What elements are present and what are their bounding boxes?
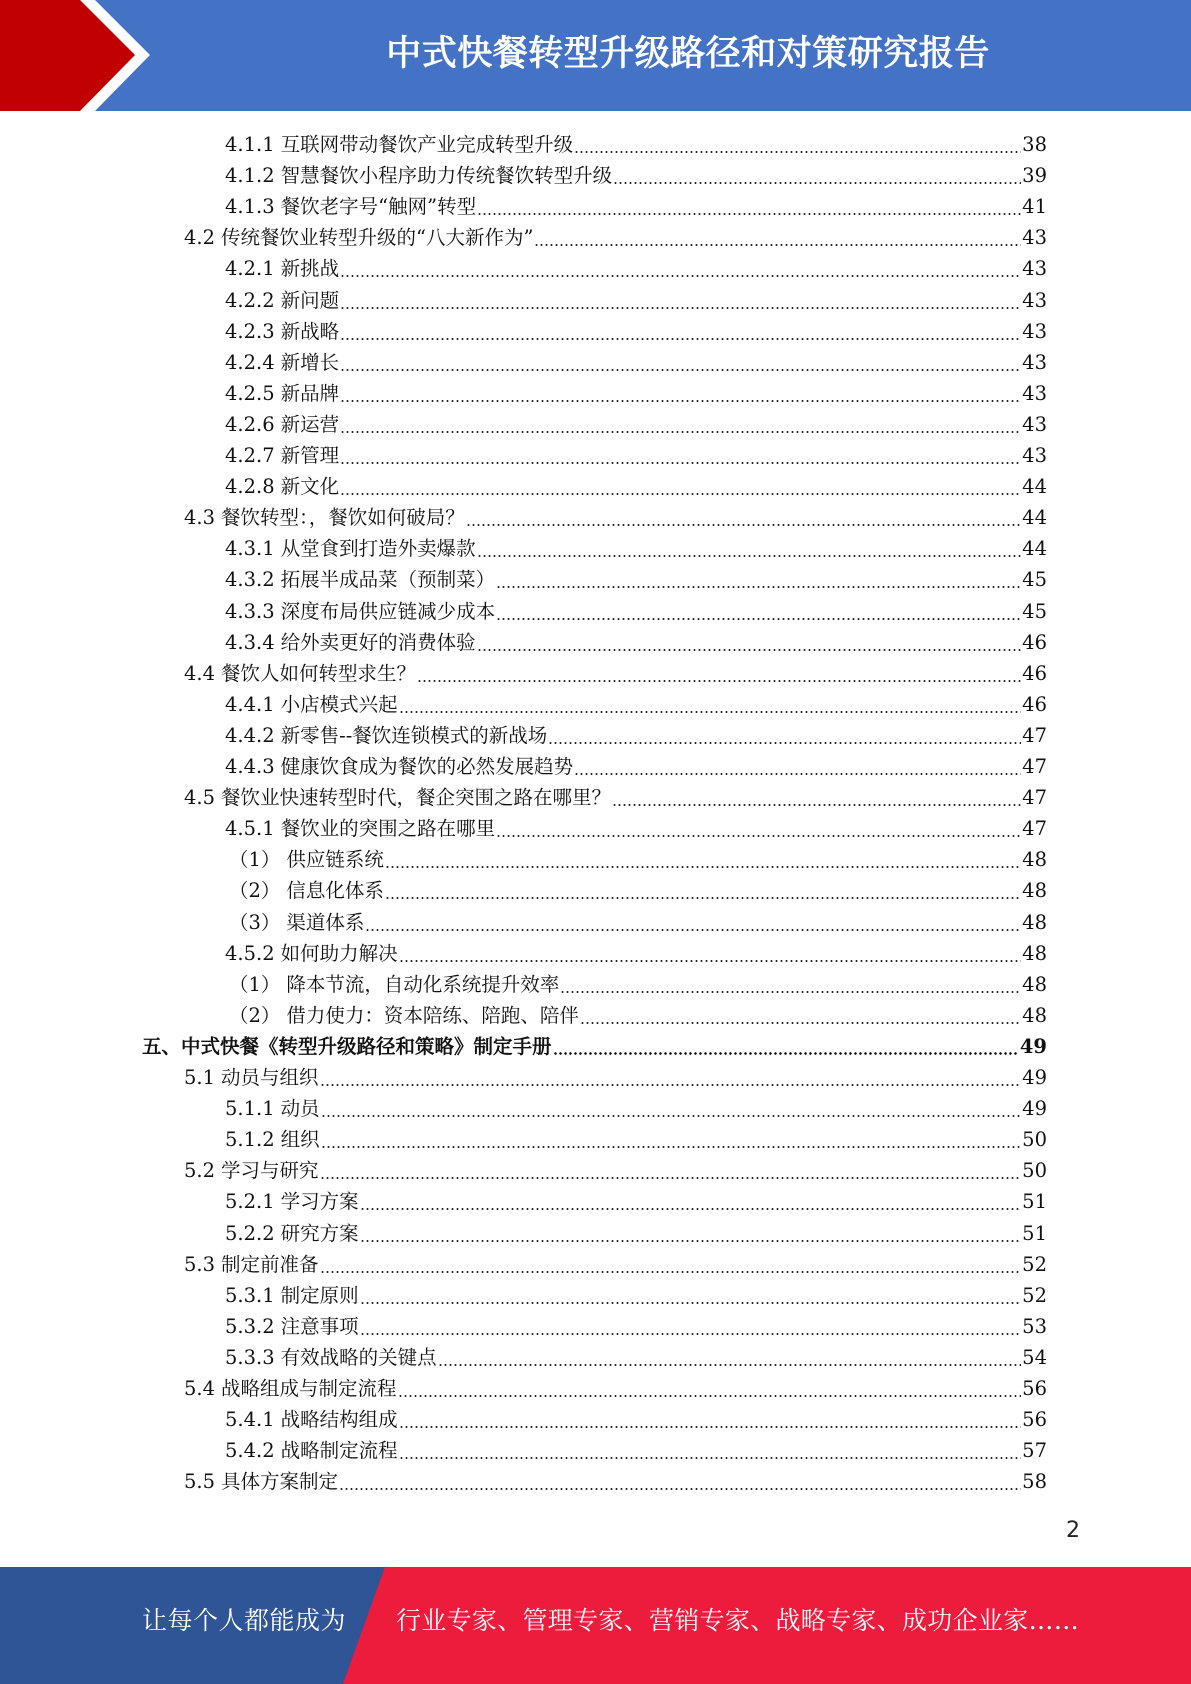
toc-entry[interactable] xyxy=(225,314,1047,345)
toc-dot-leader xyxy=(399,1426,1022,1428)
toc-entry-number: 5.3 xyxy=(184,1252,216,1276)
toc-entry-title: 研究方案 xyxy=(280,1221,359,1245)
toc-entry-number: 4.2 xyxy=(184,226,216,250)
toc-dot-leader xyxy=(321,1146,1022,1148)
toc-entry-number: 4.4.3 xyxy=(225,755,275,778)
toc-dot-leader xyxy=(340,369,1021,371)
toc-entry-title: 中式快餐《转型升级路径和策略》制定手册 xyxy=(181,1034,552,1058)
toc-entry-page: 46 xyxy=(1022,630,1047,654)
toc-entry-page: 54 xyxy=(1022,1345,1047,1369)
toc-entry[interactable] xyxy=(225,1433,1047,1464)
toc-entry[interactable] xyxy=(184,780,1047,811)
toc-entry[interactable] xyxy=(225,718,1047,749)
toc-entry[interactable] xyxy=(184,656,1047,687)
toc-entry[interactable] xyxy=(225,438,1047,469)
toc-entry-title: 智慧餐饮小程序助力传统餐饮转型升级 xyxy=(280,164,613,188)
toc-dot-leader xyxy=(466,524,1021,526)
toc-entry-number: 5.2.2 xyxy=(225,1221,275,1245)
toc-dot-leader xyxy=(365,929,1021,931)
toc-entry-title: 互联网带动餐饮产业完成转型升级 xyxy=(280,133,574,156)
toc-entry[interactable] xyxy=(142,1029,1047,1060)
toc-entry-number: 5.1.1 xyxy=(225,1097,275,1121)
toc-entry-number: 5.1 xyxy=(184,1066,216,1089)
footer-slogan-left: 让每个人都能成为 xyxy=(142,1606,347,1635)
toc-entry-title: 深度布局供应链减少成本 xyxy=(280,599,496,623)
toc-entry-title: 给外卖更好的消费体验 xyxy=(280,630,476,654)
toc-entry-number: 5.3.1 xyxy=(225,1283,275,1307)
toc-entry-number: 5.5 xyxy=(184,1470,216,1494)
toc-entry-title: 借力使力：资本陪练、陪跑、陪伴 xyxy=(286,1003,579,1027)
toc-entry-title: 小店模式兴起 xyxy=(280,692,398,716)
toc-entry-number: 5.2 xyxy=(184,1159,216,1183)
toc-entry-number: 5.4.2 xyxy=(225,1439,275,1463)
toc-entry-page: 56 xyxy=(1022,1377,1047,1400)
toc-dot-leader xyxy=(320,1271,1022,1273)
toc-entry-page: 47 xyxy=(1022,817,1047,841)
toc-entry-page: 44 xyxy=(1022,475,1047,499)
toc-entry[interactable] xyxy=(225,594,1047,625)
toc-entry-page: 52 xyxy=(1022,1252,1047,1276)
toc-dot-leader xyxy=(574,773,1021,775)
toc-dot-leader xyxy=(399,960,1022,962)
toc-entry-number: 4.3 xyxy=(184,506,216,530)
toc-entry[interactable] xyxy=(225,562,1047,593)
toc-dot-leader xyxy=(534,244,1021,246)
toc-dot-leader xyxy=(477,649,1022,651)
toc-entry[interactable] xyxy=(229,842,1047,873)
toc-entry-page: 48 xyxy=(1022,1003,1047,1027)
toc-entry-page: 47 xyxy=(1022,723,1047,747)
toc-entry[interactable] xyxy=(225,1402,1047,1433)
toc-entry-title: 新品牌 xyxy=(280,381,340,405)
toc-entry-number: 5.2.1 xyxy=(225,1190,275,1214)
toc-entry-page: 50 xyxy=(1022,1159,1047,1183)
toc-entry-number: 5.1.2 xyxy=(225,1128,275,1152)
toc-dot-leader xyxy=(496,835,1021,837)
toc-entry-number: 4.2.7 xyxy=(225,444,275,467)
page-number: 2 xyxy=(1066,1518,1080,1543)
toc-entry[interactable] xyxy=(225,469,1047,500)
footer-slogan-right: 行业专家、管理专家、营销专家、战略专家、成功企业家…… xyxy=(396,1606,1080,1635)
toc-entry[interactable] xyxy=(184,1371,1047,1402)
toc-entry-title: 新增长 xyxy=(280,350,340,374)
toc-entry-number: 4.5.2 xyxy=(225,941,275,965)
toc-entry-number: 4.1.2 xyxy=(225,164,275,188)
toc-entry-title: 供应链系统 xyxy=(286,848,384,872)
toc-entry[interactable] xyxy=(225,1216,1047,1247)
toc-entry-page: 43 xyxy=(1022,257,1047,281)
page-header xyxy=(0,0,1191,111)
report-title: 中式快餐转型升级路径和对策研究报告 xyxy=(386,34,990,74)
toc-entry-title: 动员与组织 xyxy=(221,1066,319,1089)
toc-entry-title: 新管理 xyxy=(280,444,340,467)
toc-entry-number: 4.2.5 xyxy=(225,381,275,405)
toc-dot-leader xyxy=(340,275,1021,277)
toc-entry-title: 动员 xyxy=(280,1097,320,1121)
toc-dot-leader xyxy=(399,711,1022,713)
toc-dot-leader xyxy=(613,182,1021,184)
toc-entry[interactable] xyxy=(225,189,1047,220)
toc-entry[interactable] xyxy=(225,251,1047,282)
toc-entry-title: 新问题 xyxy=(280,288,340,312)
toc-dot-leader xyxy=(340,400,1021,402)
toc-entry-number: 4.1.3 xyxy=(225,195,275,219)
toc-entry-page: 44 xyxy=(1022,506,1047,530)
toc-entry-number: 4.3.1 xyxy=(225,537,275,561)
toc-dot-leader xyxy=(580,1022,1021,1024)
toc-entry-title: 渠道体系 xyxy=(286,910,365,934)
toc-dot-leader xyxy=(385,866,1021,868)
toc-entry-page: 43 xyxy=(1022,412,1047,436)
toc-entry-page: 38 xyxy=(1022,133,1047,156)
toc-entry-page: 49 xyxy=(1022,1066,1047,1089)
toc-entry-title: 战略制定流程 xyxy=(280,1439,398,1463)
toc-entry-title: 拓展半成品菜（预制菜） xyxy=(280,568,496,592)
toc-entry-title: 餐饮人如何转型求生？ xyxy=(221,661,417,685)
toc-entry-number: （2） xyxy=(229,1003,281,1027)
toc-entry[interactable] xyxy=(225,1184,1047,1215)
toc-entry[interactable] xyxy=(229,998,1047,1029)
toc-dot-leader xyxy=(360,1302,1022,1304)
toc-entry-number: 4.5.1 xyxy=(225,817,275,841)
toc-entry-title: 战略结构组成 xyxy=(280,1408,398,1432)
toc-entry-number: 4.4.1 xyxy=(225,692,275,716)
toc-entry-number: （1） xyxy=(229,848,281,872)
toc-entry-title: 战略组成与制定流程 xyxy=(221,1377,397,1400)
page-footer xyxy=(0,1567,1191,1684)
toc-entry[interactable] xyxy=(225,407,1047,438)
toc-entry[interactable] xyxy=(225,158,1047,189)
toc-entry-number: 4.3.3 xyxy=(225,599,275,623)
toc-entry-title: 新挑战 xyxy=(280,257,340,281)
toc-entry-number: 5.3.3 xyxy=(225,1345,275,1369)
toc-entry[interactable] xyxy=(184,1464,1047,1495)
toc-dot-leader xyxy=(360,1208,1022,1210)
toc-entry-page: 43 xyxy=(1022,288,1047,312)
toc-entry-number: 4.2.2 xyxy=(225,288,275,312)
toc-entry[interactable] xyxy=(184,1153,1047,1184)
toc-entry-page: 46 xyxy=(1022,661,1047,685)
toc-entry-number: 4.4 xyxy=(184,661,216,685)
toc-entry[interactable] xyxy=(225,1340,1047,1371)
toc-entry-page: 43 xyxy=(1022,444,1047,467)
toc-entry-title: 组织 xyxy=(280,1128,320,1152)
toc-dot-leader xyxy=(340,431,1021,433)
toc-entry-page: 53 xyxy=(1022,1314,1047,1338)
toc-entry-page: 41 xyxy=(1022,195,1047,219)
toc-entry-title: 学习方案 xyxy=(280,1190,359,1214)
toc-entry[interactable] xyxy=(184,220,1047,251)
toc-entry[interactable] xyxy=(225,127,1047,158)
toc-entry[interactable] xyxy=(229,905,1047,936)
toc-entry-page: 48 xyxy=(1022,972,1047,996)
toc-entry-page: 50 xyxy=(1022,1128,1047,1152)
toc-entry[interactable] xyxy=(225,1309,1047,1340)
toc-entry-number: 4.2.8 xyxy=(225,475,275,499)
toc-entry-number: 4.1.1 xyxy=(225,133,275,156)
toc-dot-leader xyxy=(398,1395,1022,1397)
toc-entry[interactable] xyxy=(229,873,1047,904)
toc-entry-title: 新文化 xyxy=(280,475,340,499)
toc-entry[interactable] xyxy=(225,345,1047,376)
toc-entry-number: 五、 xyxy=(142,1034,182,1058)
toc-entry-title: 新运营 xyxy=(280,412,340,436)
toc-dot-leader xyxy=(340,307,1021,309)
toc-entry-number: 5.4.1 xyxy=(225,1408,275,1432)
toc-dot-leader xyxy=(320,1177,1022,1179)
toc-entry-page: 47 xyxy=(1022,786,1047,810)
toc-dot-leader xyxy=(477,213,1021,215)
toc-entry-title: 如何助力解决 xyxy=(280,941,398,965)
toc-entry-number: 4.3.4 xyxy=(225,630,275,654)
toc-entry-number: 4.3.2 xyxy=(225,568,275,592)
toc-dot-leader xyxy=(340,493,1021,495)
toc-entry-number: 4.2.4 xyxy=(225,350,275,374)
toc-entry-title: 制定前准备 xyxy=(221,1252,319,1276)
toc-dot-leader xyxy=(399,1457,1022,1459)
toc-entry[interactable] xyxy=(225,283,1047,314)
toc-entry[interactable] xyxy=(225,1091,1047,1122)
toc-entry-title: 餐饮业快速转型时代，餐企突围之路在哪里？ xyxy=(221,786,612,810)
toc-dot-leader xyxy=(438,1364,1022,1366)
toc-dot-leader xyxy=(385,897,1021,899)
toc-dot-leader xyxy=(553,1052,1019,1055)
toc-entry-page: 44 xyxy=(1022,537,1047,561)
toc-entry-number: （3） xyxy=(229,910,281,934)
toc-entry-title: 有效战略的关键点 xyxy=(280,1345,437,1369)
toc-entry[interactable] xyxy=(184,500,1047,531)
toc-dot-leader xyxy=(360,1333,1022,1335)
toc-entry-page: 51 xyxy=(1022,1221,1047,1245)
toc-entry-number: 4.2.6 xyxy=(225,412,275,436)
toc-entry-page: 49 xyxy=(1022,1097,1047,1121)
toc-dot-leader xyxy=(339,1488,1021,1490)
toc-entry-page: 52 xyxy=(1022,1283,1047,1307)
toc-entry-number: 5.3.2 xyxy=(225,1314,275,1338)
toc-entry-title: 餐饮转型：，餐饮如何破局？ xyxy=(221,506,465,530)
toc-entry-page: 47 xyxy=(1022,755,1047,778)
toc-entry[interactable] xyxy=(225,687,1047,718)
toc-entry-page: 48 xyxy=(1022,879,1047,903)
toc-dot-leader xyxy=(477,555,1022,557)
toc-entry-title: 餐饮业的突围之路在哪里 xyxy=(280,817,496,841)
toc-entry-title: 传统餐饮业转型升级的“八大新作为” xyxy=(221,226,534,250)
toc-dot-leader xyxy=(496,618,1021,620)
toc-entry[interactable] xyxy=(184,1060,1047,1091)
toc-dot-leader xyxy=(574,151,1021,153)
toc-entry-title: 注意事项 xyxy=(280,1314,359,1338)
toc-entry-title: 新战略 xyxy=(280,319,340,343)
toc-entry-number: （2） xyxy=(229,879,281,903)
toc-dot-leader xyxy=(496,586,1021,588)
toc-entry-number: 4.5 xyxy=(184,786,216,810)
toc-entry-page: 58 xyxy=(1022,1470,1047,1494)
toc-entry[interactable] xyxy=(225,811,1047,842)
toc-dot-leader xyxy=(320,1084,1022,1086)
toc-entry[interactable] xyxy=(225,936,1047,967)
toc-entry-title: 从堂食到打造外卖爆款 xyxy=(280,537,476,561)
toc-entry-title: 学习与研究 xyxy=(221,1159,319,1183)
toc-entry-page: 49 xyxy=(1019,1034,1047,1058)
toc-dot-leader xyxy=(560,991,1021,993)
toc-entry-title: 具体方案制定 xyxy=(221,1470,339,1494)
toc-entry-title: 餐饮老字号“触网”转型 xyxy=(280,195,477,219)
toc-dot-leader xyxy=(612,804,1021,806)
toc-entry-number: 4.2.1 xyxy=(225,257,275,281)
toc-entry-title: 信息化体系 xyxy=(286,879,384,903)
toc-entry[interactable] xyxy=(225,1278,1047,1309)
toc-entry-title: 健康饮食成为餐饮的必然发展趋势 xyxy=(280,755,574,778)
toc-entry-page: 43 xyxy=(1022,226,1047,250)
toc-dot-leader xyxy=(321,1115,1022,1117)
toc-entry-number: 4.4.2 xyxy=(225,723,275,747)
toc-entry[interactable] xyxy=(225,625,1047,656)
toc-entry-title: 降本节流，自动化系统提升效率 xyxy=(286,972,560,996)
toc-entry[interactable] xyxy=(225,376,1047,407)
toc-dot-leader xyxy=(417,680,1021,682)
toc-entry-title: 新零售--餐饮连锁模式的新战场 xyxy=(280,723,548,747)
toc-entry-page: 56 xyxy=(1022,1408,1047,1432)
toc-entry-page: 45 xyxy=(1022,568,1047,592)
toc-entry[interactable] xyxy=(225,531,1047,562)
toc-dot-leader xyxy=(340,338,1021,340)
toc-entry-page: 48 xyxy=(1022,941,1047,965)
toc-entry-page: 46 xyxy=(1022,692,1047,716)
toc-entry-page: 45 xyxy=(1022,599,1047,623)
toc-entry-title: 制定原则 xyxy=(280,1283,359,1307)
toc-entry-page: 48 xyxy=(1022,910,1047,934)
toc-entry-page: 39 xyxy=(1022,164,1047,188)
toc-entry[interactable] xyxy=(229,967,1047,998)
toc-entry-page: 51 xyxy=(1022,1190,1047,1214)
toc-entry-page: 43 xyxy=(1022,350,1047,374)
toc-entry-number: （1） xyxy=(229,972,281,996)
toc-entry-number: 5.4 xyxy=(184,1377,216,1400)
toc-entry[interactable] xyxy=(184,1247,1047,1278)
toc-entry-number: 4.2.3 xyxy=(225,319,275,343)
toc-entry-page: 43 xyxy=(1022,381,1047,405)
toc-entry[interactable] xyxy=(225,749,1047,780)
toc-entry-page: 57 xyxy=(1022,1439,1047,1463)
toc-dot-leader xyxy=(548,742,1021,744)
toc-entry-page: 48 xyxy=(1022,848,1047,872)
toc-entry-page: 43 xyxy=(1022,319,1047,343)
toc-entry[interactable] xyxy=(225,1122,1047,1153)
toc-dot-leader xyxy=(360,1240,1022,1242)
toc-dot-leader xyxy=(340,462,1021,464)
